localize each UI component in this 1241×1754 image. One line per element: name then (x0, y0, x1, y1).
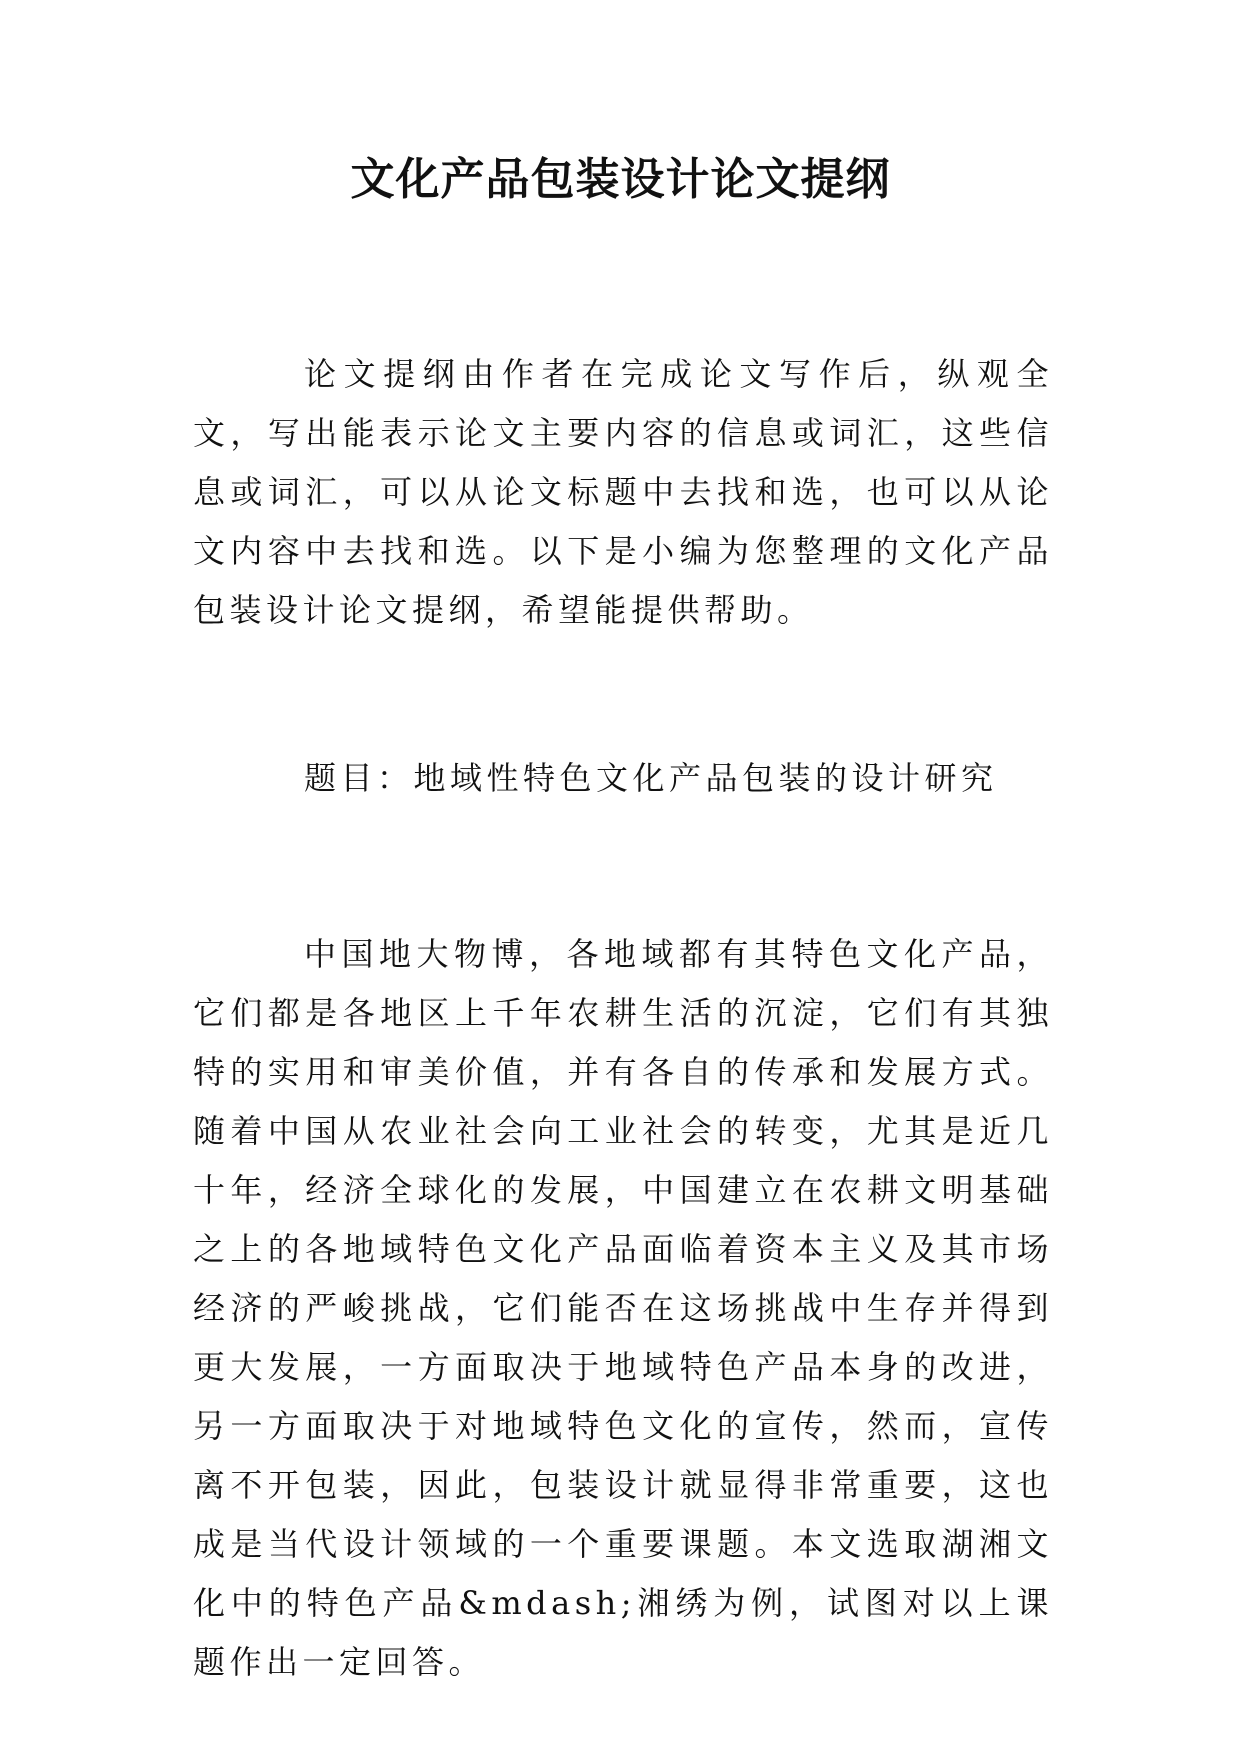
document-title: 文化产品包装设计论文提纲 (350, 154, 891, 205)
topic-line: 题目：地域性特色文化产品包装的设计研究 (304, 759, 998, 797)
body-paragraph: 中国地大物博，各地域都有其特色文化产品，它们都是各地区上千年农耕生活的沉淀，它们有其独特的实用和审美价值，并有各自的传承和发展方式。随着中国从农业社会向工业社会的转变，尤其是近几十年，经济全球化的发展，中国建立在农耕文明基础之上的各地域特色文化产品面临着资本主义及其市场经济的严峻挑战，它们能否在这场挑战中生存并得到更大发展，一方面取决于地域特色产品本身的改进，另一方面取决于对地域特色文化的宣传，然而，宣传离不开包装，因此，包装设计就显得非常重要，这也成是当代设计领域的一个重要课题。本文选取湖湘文化中的特色产品&mdash;湘绣为例，试图对以上课题作出一定回答。 (193, 935, 1053, 1681)
intro-paragraph: 论文提纲由作者在完成论文写作后，纵观全文，写出能表示论文主要内容的信息或词汇，这些信息或词汇，可以从论文标题中去找和选，也可以从论文内容中去找和选。以下是小编为您整理的文化产品包装设计论文提纲，希望能提供帮助。 (193, 355, 1053, 629)
